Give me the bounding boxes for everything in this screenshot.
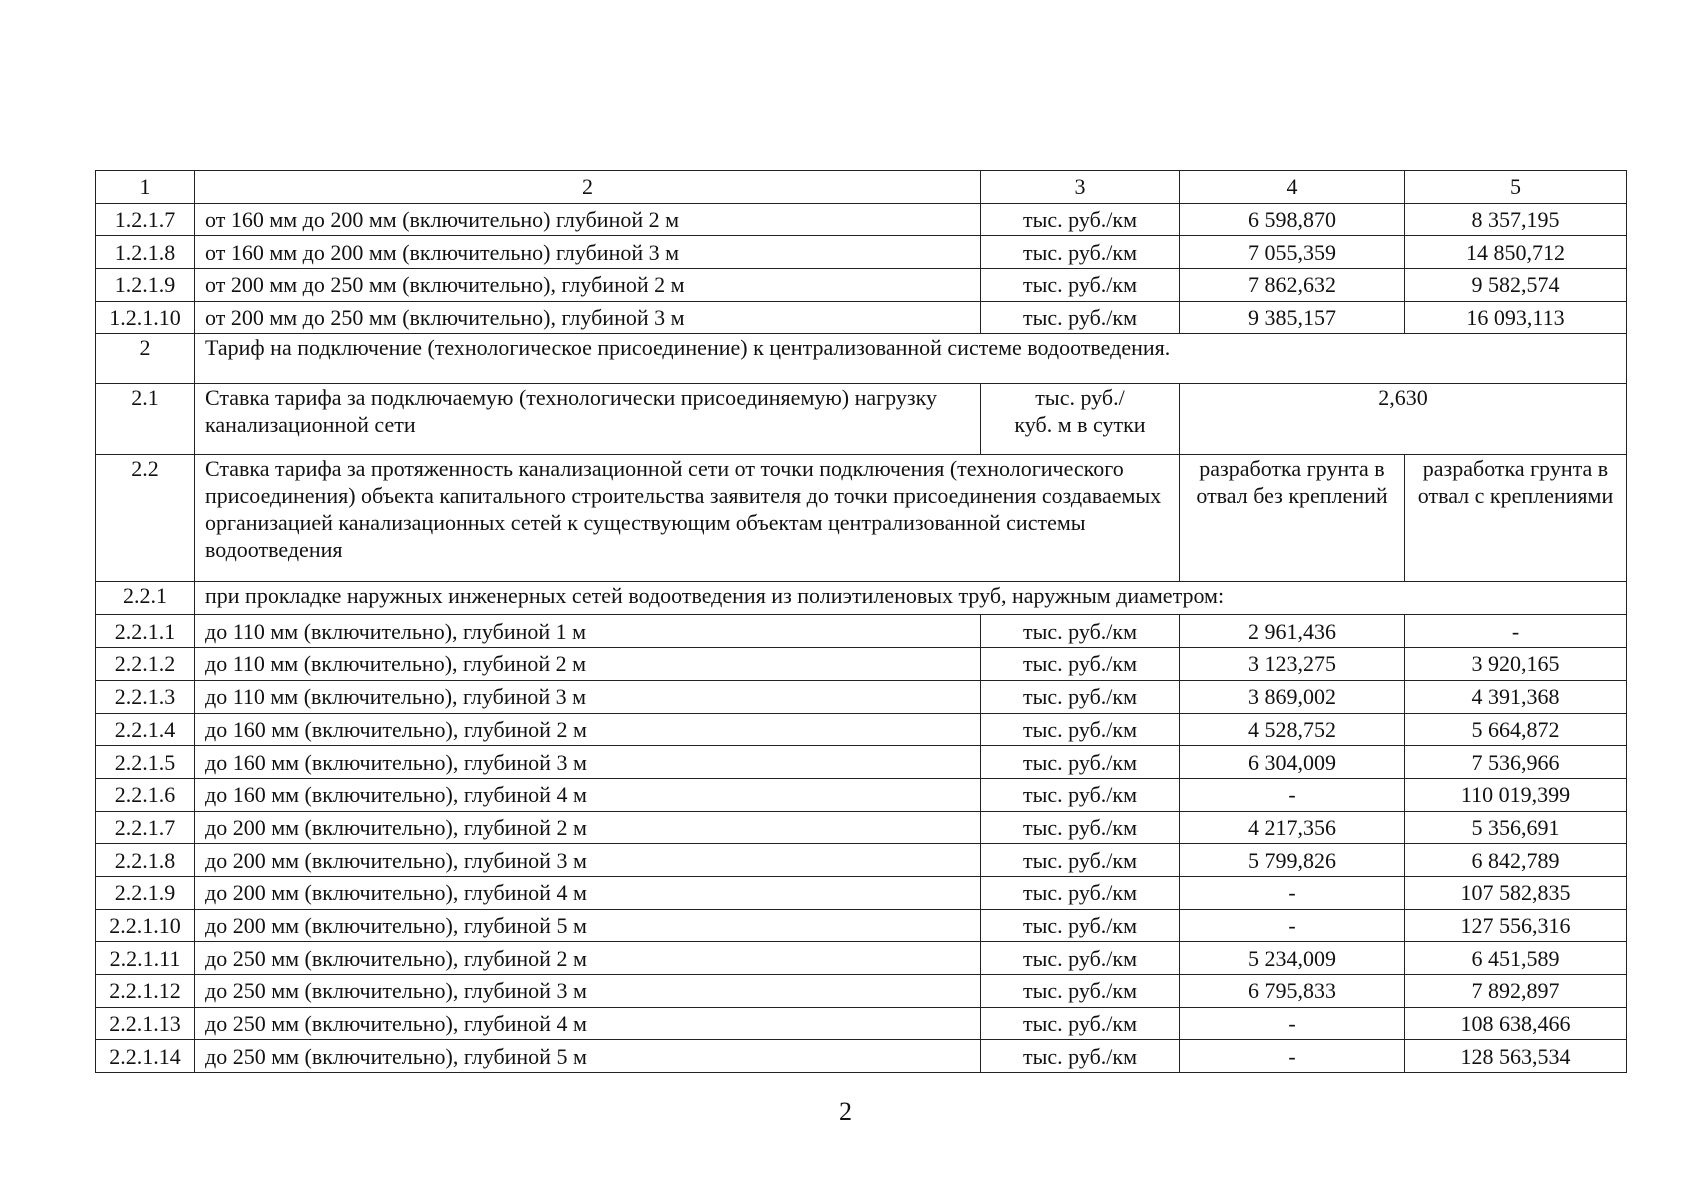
row-value-col5: 107 582,835 (1405, 876, 1627, 909)
row-value-col4: 7 055,359 (1180, 236, 1405, 269)
unit-line: тыс. руб./ (1035, 385, 1125, 411)
column-subheader-col5: разработка грунта в отвал с креплениями (1405, 455, 1627, 582)
table-row (96, 811, 1627, 844)
row-unit: тыс. руб./км (981, 942, 1180, 975)
row-description: Ставка тарифа за подключаемую (технологически присоединяемую) нагрузку канализационной сети (195, 384, 981, 455)
header-cell: 3 (981, 171, 1180, 204)
row-value-col5: 9 582,574 (1405, 269, 1627, 302)
row-value-col4: - (1180, 1007, 1405, 1040)
row-unit: тыс. руб./км (981, 1007, 1180, 1040)
table-row (96, 909, 1627, 942)
table-row (96, 844, 1627, 877)
row-value-col4: 5 799,826 (1180, 844, 1405, 877)
table-row (96, 236, 1627, 269)
row-description: до 160 мм (включительно), глубиной 4 м (195, 778, 981, 811)
row-description: до 200 мм (включительно), глубиной 2 м (195, 811, 981, 844)
header-cell: 1 (96, 171, 195, 204)
table-row (96, 301, 1627, 334)
tariff-table (95, 170, 1627, 1073)
row-value-col4: 3 123,275 (1180, 648, 1405, 681)
row-number: 2.2.1.4 (96, 713, 195, 746)
section-number: 2 (96, 334, 195, 384)
table-row-2-2 (96, 455, 1627, 582)
row-description: до 200 мм (включительно), глубиной 5 м (195, 909, 981, 942)
row-value-col5: 16 093,113 (1405, 301, 1627, 334)
row-number: 2.2.1.8 (96, 844, 195, 877)
column-subheader-col4: разработка грунта в отвал без креплений (1180, 455, 1405, 582)
row-description: при прокладке наружных инженерных сетей водоотведения из полиэтиленовых труб, наружным диаметром: (195, 582, 1627, 615)
row-description: Ставка тарифа за протяженность канализационной сети от точки подключения (технологического присоединения) объекта капитального строительства заявителя до точки присоединения создаваемых организацией канализационных сетей к существующим объектам централизованной системы водоотведения (195, 455, 1180, 582)
page-number: 2 (839, 1097, 852, 1126)
row-description: от 200 мм до 250 мм (включительно), глубиной 3 м (195, 301, 981, 334)
row-description: до 250 мм (включительно), глубиной 2 м (195, 942, 981, 975)
row-unit: тыс. руб./км (981, 648, 1180, 681)
row-description: до 250 мм (включительно), глубиной 4 м (195, 1007, 981, 1040)
row-number: 2.2.1.5 (96, 746, 195, 779)
row-value-col4: 6 304,009 (1180, 746, 1405, 779)
row-unit: тыс. руб./км (981, 680, 1180, 713)
row-unit: тыс. руб./км (981, 269, 1180, 302)
row-description: от 200 мм до 250 мм (включительно), глубиной 2 м (195, 269, 981, 302)
row-description: от 160 мм до 200 мм (включительно) глубиной 3 м (195, 236, 981, 269)
row-unit: тыс. руб./км (981, 203, 1180, 236)
row-number: 2.2.1.12 (96, 975, 195, 1008)
row-unit (981, 384, 1180, 455)
row-number: 2.2.1 (96, 582, 195, 615)
row-unit: тыс. руб./км (981, 876, 1180, 909)
row-value-col4: 2 961,436 (1180, 615, 1405, 648)
table-row-2-2-1 (96, 582, 1627, 615)
row-number: 1.2.1.8 (96, 236, 195, 269)
row-value-col4: - (1180, 778, 1405, 811)
row-value-col4: - (1180, 909, 1405, 942)
table-row (96, 975, 1627, 1008)
row-unit: тыс. руб./км (981, 1040, 1180, 1073)
row-value-col5: 14 850,712 (1405, 236, 1627, 269)
row-number: 2.2.1.1 (96, 615, 195, 648)
row-number: 1.2.1.7 (96, 203, 195, 236)
row-value-col4: - (1180, 1040, 1405, 1073)
table-row (96, 203, 1627, 236)
row-unit: тыс. руб./км (981, 811, 1180, 844)
row-value-col5: 3 920,165 (1405, 648, 1627, 681)
row-unit: тыс. руб./км (981, 844, 1180, 877)
row-number: 2.2.1.7 (96, 811, 195, 844)
row-value-col4: - (1180, 876, 1405, 909)
row-description: до 160 мм (включительно), глубиной 3 м (195, 746, 981, 779)
row-description: до 250 мм (включительно), глубиной 5 м (195, 1040, 981, 1073)
row-description: до 200 мм (включительно), глубиной 4 м (195, 876, 981, 909)
header-cell: 4 (1180, 171, 1405, 204)
row-value-col5: 127 556,316 (1405, 909, 1627, 942)
table-row (96, 269, 1627, 302)
row-value-col5: 110 019,399 (1405, 778, 1627, 811)
row-value-col5: 5 356,691 (1405, 811, 1627, 844)
row-value-col5: 7 892,897 (1405, 975, 1627, 1008)
table-row (96, 1007, 1627, 1040)
row-value-col4: 4 217,356 (1180, 811, 1405, 844)
row-number: 2.2.1.2 (96, 648, 195, 681)
row-value-col5: 128 563,534 (1405, 1040, 1627, 1073)
row-value-col5: 8 357,195 (1405, 203, 1627, 236)
row-value-col4: 6 598,870 (1180, 203, 1405, 236)
row-value-col5: 6 451,589 (1405, 942, 1627, 975)
row-unit: тыс. руб./км (981, 236, 1180, 269)
row-value-col4: 6 795,833 (1180, 975, 1405, 1008)
row-unit: тыс. руб./км (981, 975, 1180, 1008)
row-number: 2.2 (96, 455, 195, 582)
row-description: до 110 мм (включительно), глубиной 1 м (195, 615, 981, 648)
row-unit: тыс. руб./км (981, 615, 1180, 648)
table-row (96, 746, 1627, 779)
row-number: 2.2.1.6 (96, 778, 195, 811)
row-value-col5: 5 664,872 (1405, 713, 1627, 746)
table-row (96, 713, 1627, 746)
row-unit: тыс. руб./км (981, 713, 1180, 746)
section-title: Тариф на подключение (технологическое присоединение) к централизованной системе водоотведения. (195, 334, 1627, 384)
table-row-2-1 (96, 384, 1627, 455)
row-value-col5: 4 391,368 (1405, 680, 1627, 713)
row-number: 2.2.1.10 (96, 909, 195, 942)
table-row (96, 942, 1627, 975)
row-description: до 110 мм (включительно), глубиной 3 м (195, 680, 981, 713)
header-cell: 2 (195, 171, 981, 204)
row-description: до 200 мм (включительно), глубиной 3 м (195, 844, 981, 877)
row-description: до 250 мм (включительно), глубиной 3 м (195, 975, 981, 1008)
row-value-col4: 9 385,157 (1180, 301, 1405, 334)
table-row (96, 876, 1627, 909)
row-number: 2.2.1.13 (96, 1007, 195, 1040)
row-number: 1.2.1.10 (96, 301, 195, 334)
table-row (96, 680, 1627, 713)
row-value-col4: 7 862,632 (1180, 269, 1405, 302)
row-value-col4: 3 869,002 (1180, 680, 1405, 713)
row-value-col5: 7 536,966 (1405, 746, 1627, 779)
row-value-col4: 4 528,752 (1180, 713, 1405, 746)
row-value-col4: 5 234,009 (1180, 942, 1405, 975)
table-row (96, 648, 1627, 681)
row-unit: тыс. руб./км (981, 909, 1180, 942)
header-cell: 5 (1405, 171, 1627, 204)
row-number: 2.1 (96, 384, 195, 455)
table-row (96, 778, 1627, 811)
row-unit: тыс. руб./км (981, 746, 1180, 779)
row-number: 1.2.1.9 (96, 269, 195, 302)
table-header-row (96, 171, 1627, 204)
row-unit: тыс. руб./км (981, 301, 1180, 334)
row-description: от 160 мм до 200 мм (включительно) глубиной 2 м (195, 203, 981, 236)
row-number: 2.2.1.9 (96, 876, 195, 909)
row-value-col5: 6 842,789 (1405, 844, 1627, 877)
row-number: 2.2.1.11 (96, 942, 195, 975)
row-description: до 160 мм (включительно), глубиной 2 м (195, 713, 981, 746)
row-unit: тыс. руб./км (981, 778, 1180, 811)
row-value-col5: 108 638,466 (1405, 1007, 1627, 1040)
row-number: 2.2.1.14 (96, 1040, 195, 1073)
unit-line: куб. м в сутки (1014, 412, 1146, 438)
table-row (96, 1040, 1627, 1073)
row-number: 2.2.1.3 (96, 680, 195, 713)
row-value: 2,630 (1180, 384, 1627, 455)
row-description: до 110 мм (включительно), глубиной 2 м (195, 648, 981, 681)
table-row (96, 615, 1627, 648)
section-row (96, 334, 1627, 384)
row-value-col5: - (1405, 615, 1627, 648)
